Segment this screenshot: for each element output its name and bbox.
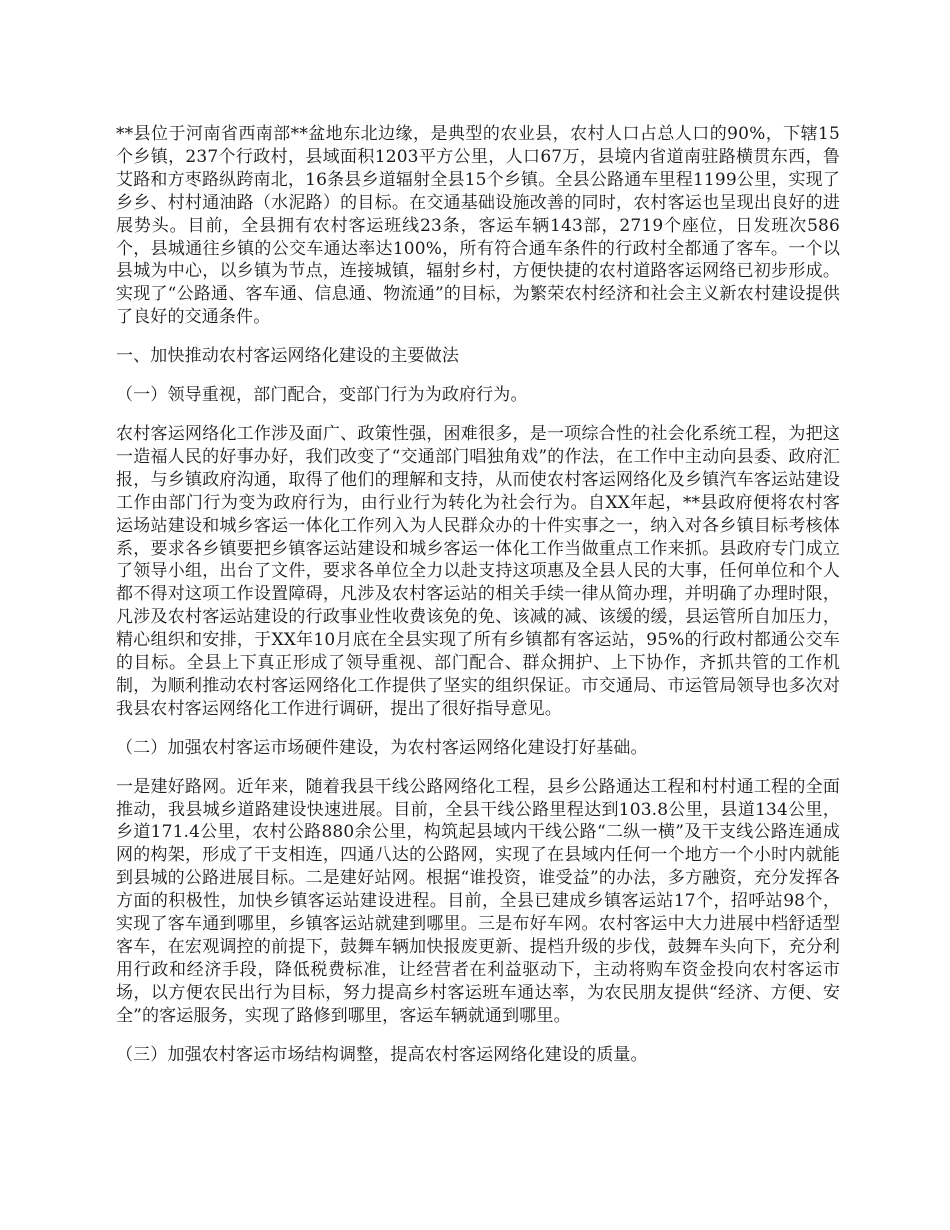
subsection-heading-1: （一）领导重视，部门配合，变部门行为为政府行为。 xyxy=(116,385,528,406)
spacer xyxy=(116,760,840,776)
spacer xyxy=(116,368,840,384)
spacer xyxy=(116,329,840,345)
subsection-heading-3: （三）加强农村客运市场结构调整，提高农村客运网络化建设的质量。 xyxy=(116,1044,648,1065)
subsection-heading-2: （二）加强农村客运市场硬件建设，为农村客运网络化建设打好基础。 xyxy=(116,737,648,758)
section-heading-1: 一、加快推动农村客运网络化建设的主要做法 xyxy=(116,346,459,367)
spacer xyxy=(116,1028,840,1044)
subsection-body-1: 农村客运网络化工作涉及面广、政策性强，困难很多，是一项综合性的社会化系统工程，为把这一造福人民的好事办好，我们改变了“交通部门唱独角戏”的作法，在工作中主动向县委、政府汇报，与乡镇政府沟通，取得了他们的理解和支持，从而使农村客运网络化及乡镇汽车客运站建设工作由部门行为变为政府行为，由行业行为转化为社会行为。自XX年起，**县政府便将农村客运场站建设和城乡客运一体化工作列入为人民群众办的十件实事之一，纳入对各乡镇目标考核体系，要求各乡镇要把乡镇客运站建设和城乡客运一体化工作当做重点工作来抓。县政府专门成立了领导小组，出台了文件，要求各单位全力以赴支持这项惠及全县人民的大事，任何单位和个人都不得对这项工作设置障碍，凡涉及农村客运站的相关手续一律从简办理，并明确了办理时限，凡涉及农村客运站建设的行政事业性收费该免的免、该减的减、该缓的缓，县运管所自加压力，精心组织和安排，于XX年10月底在全县实现了所有乡镇都有客运站，95%的行政村都通公交车的目标。全县上下真正形成了领导重视、部门配合、群众拥护、上下协作，齐抓共管的工作机制，为顺利推动农村客运网络化工作提供了坚实的组织保证。市交通局、市运管局领导也多次对我县农村客运网络化工作进行调研，提出了很好指导意见。 xyxy=(116,423,840,719)
document-page xyxy=(116,123,840,1067)
spacer xyxy=(116,721,840,737)
intro-paragraph: **县位于河南省西南部**盆地东北边缘，是典型的农业县，农村人口占总人口的90%，下辖15个乡镇，237个行政村，县域面积1203平方公里，人口67万，县境内省道南驻路横贯东西，鲁艾路和方枣路纵跨南北，16条县乡道辐射全县15个乡镇。全县公路通车里程1199公里，实现了乡乡、村村通油路（水泥路）的目标。在交通基础设施改善的同时，农村客运也呈现出良好的进展势头。目前，全县拥有农村客运班线23条，客运车辆143部，2719个座位，日发班次586个，县城通往乡镇的公交车通达率达100%，所有符合通车条件的行政村全都通了客车。一个以县城为中心，以乡镇为节点，连接城镇，辐射乡村，方便快捷的农村道路客运网络已初步形成。实现了“公路通、客车通、信息通、物流通”的目标，为繁荣农村经济和社会主义新农村建设提供了良好的交通条件。 xyxy=(116,124,840,328)
spacer xyxy=(116,407,840,423)
subsection-body-2: 一是建好路网。近年来，随着我县干线公路网络化工程，县乡公路通达工程和村村通工程的全面推动，我县城乡道路建设快速进展。目前，全县干线公路里程达到103.8公里，县道134公里，乡道171.4公里，农村公路880余公里，构筑起县域内干线公路“二纵一横”及干支线公路连通成网的构架，形成了干支相连，四通八达的公路网，实现了在县域内任何一个地方一个小时内就能到县城的公路进展目标。二是建好站网。根据“谁投资，谁受益”的办法，多方融资，充分发挥各方面的积极性，加快乡镇客运站建设进程。目前，全县已建成乡镇客运站17个，招呼站98个，实现了客车通到哪里，乡镇客运站就建到哪里。三是布好车网。农村客运中大力进展中档舒适型客车，在宏观调控的前提下，鼓舞车辆加快报废更新、提档升级的步伐，鼓舞车头向下，充分利用行政和经济手段，降低税费标准，让经营者在利益驱动下，主动将购车资金投向农村客运市场，以方便农民出行为目标，努力提高乡村客运班车通达率，为农民朋友提供“经济、方便、安全”的客运服务，实现了路修到哪里，客运车辆就通到哪里。 xyxy=(116,776,840,1026)
